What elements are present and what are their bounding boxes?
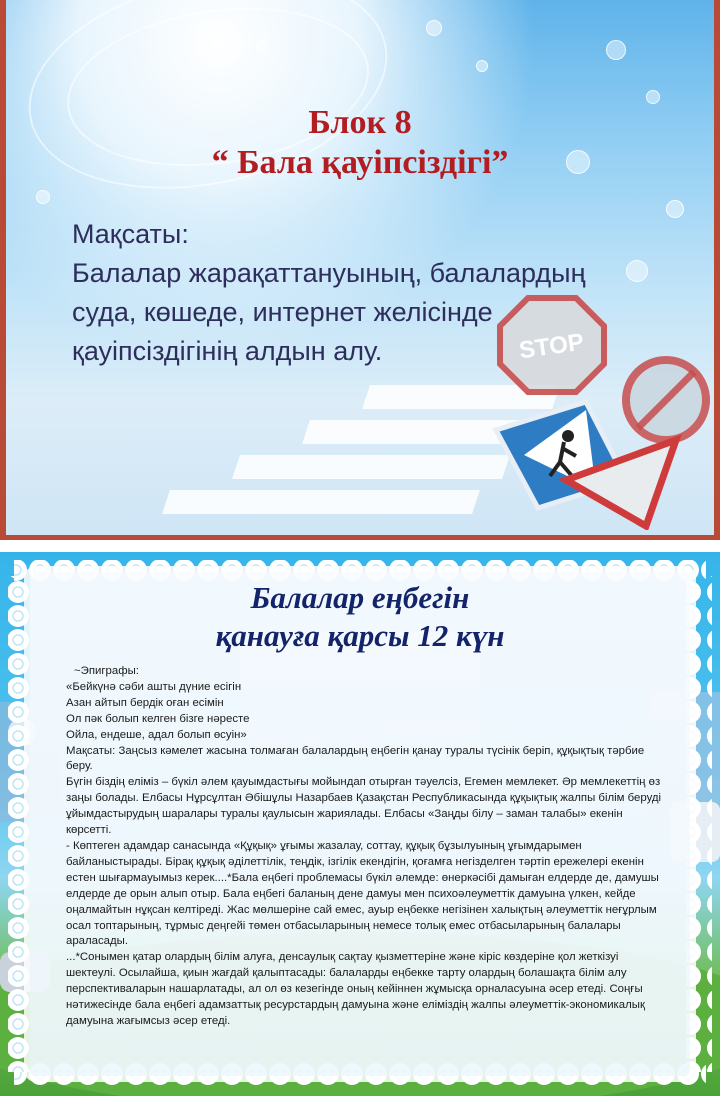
epigraph-line-1: «Бейкүнә сәби ашты дүние есігін	[66, 680, 242, 693]
slide-1	[0, 0, 720, 540]
slide-1-goal-label: Мақсаты:	[72, 219, 189, 249]
slide-2	[0, 552, 720, 1096]
water-drop-decoration	[256, 40, 267, 51]
water-drop-decoration	[646, 90, 660, 104]
epigraph-line-3: Ол пәк болып келген бізге нәресте	[66, 712, 250, 725]
stop-sign-text: STOP	[517, 328, 586, 365]
slide-1-goal-line-2: суда, көшеде, интернет желісінде	[72, 297, 493, 327]
epigraph-label: ~Эпиграфы:	[74, 665, 139, 677]
slide-1-title-line-1: Блок 8	[308, 104, 412, 141]
water-drop-decoration	[36, 190, 50, 204]
water-drop-decoration	[476, 60, 488, 72]
slide-1-goal-line-3: қауіпсіздігінің алдын алу.	[72, 336, 383, 366]
slide-2-body-text	[66, 664, 666, 1030]
water-drop-decoration	[606, 40, 626, 60]
crosswalk-stripe	[232, 455, 510, 479]
no-entry-sign-icon	[626, 360, 706, 440]
epigraph-line-4: Ойла, ендеше, адал болып өсуін»	[66, 728, 247, 741]
slide-1-title-line-2: “ Бала қауіпсіздігі”	[211, 144, 509, 181]
slide-2-title-line-2: қанауға қарсы 12 күн	[215, 618, 505, 653]
slide-2-title-line-1: Балалар еңбегін	[250, 580, 470, 615]
body-paragraph-2: - Көптеген адамдар санасында «Құқық» ұғымы жазалау, соттау, құқық бұзылуының ұғымдарымен байланыстырады. Бірақ құқық әділеттілік, теңдік, ізгілік екендігін, қоғамға негізделген тәртіп ережелері екенін естен шығармауымыз керек....*Бала еңбегі проблемасы бүкіл әлемде: өнеркәсібі дамыған елдерде де, дамушы елдерде де орын алып отыр. Бала еңбегі баланың дене дамуы мен психоәлеуметтік дамуына үлкен, кейде оңалмайтын нұқсан келтіреді. Жас мөлшеріне сай емес, ауыр еңбекке негізінен халықтың әлеуметтік неғұрлым осал топтарының, тұрмыс деңгейі төмен отбасыларының немесе толық емес отбасыларының балалары араласады.	[66, 839, 659, 948]
body-paragraph-3: ...*Сонымен қатар олардың білім алуға, денсаулық сақтау қызметтеріне және кіріс көздеріне қол жеткізуі шектеулі. Осылайша, қиын жағдай қалыптасады: балаларды еңбекке тарту олардың болашақта білім алу перспективаларын нашарлатады, ал ол өз кезегінде оның кейіннен жұмысқа орналасуына әсер етеді. Соңғы нәтижесінде бала еңбегі адамзаттық ресурстардың дамуына және еліміздің жалпы әлеуметтік-экономикалық дамуына жағымсыз әсер етеді.	[66, 951, 645, 1027]
slide-1-background	[6, 0, 714, 535]
epigraph-line-2: Азан айтып бердік оған есімін	[66, 696, 224, 709]
body-paragraph-1: Бүгін біздің еліміз – бүкіл әлем қауымдастығы мойындап отырған тәуелсіз, Егемен мемлекет. Әр мемлекеттің өз заңы болады. Елбасы Нұрсұлтан Әбішұлы Назарбаев Қазақстан Республикасында құқықтық жалпы білім беруді ұйымдастырудың шаралары туралы қаулысын жариялады. Елбасы «Заңды білу – заман талабы» екенін көрсетті.	[66, 776, 662, 837]
crosswalk-stripe	[162, 490, 480, 514]
goal-paragraph: Мақсаты: Заңсыз кәмелет жасына толмаған балалардың еңбегін қанау туралы түсінік беріп, құқықтық тәрбие беру.	[66, 744, 645, 773]
slide-1-goal-line-1: Балалар жарақаттануының, балалардың	[72, 258, 586, 288]
water-drop-decoration	[426, 20, 442, 36]
